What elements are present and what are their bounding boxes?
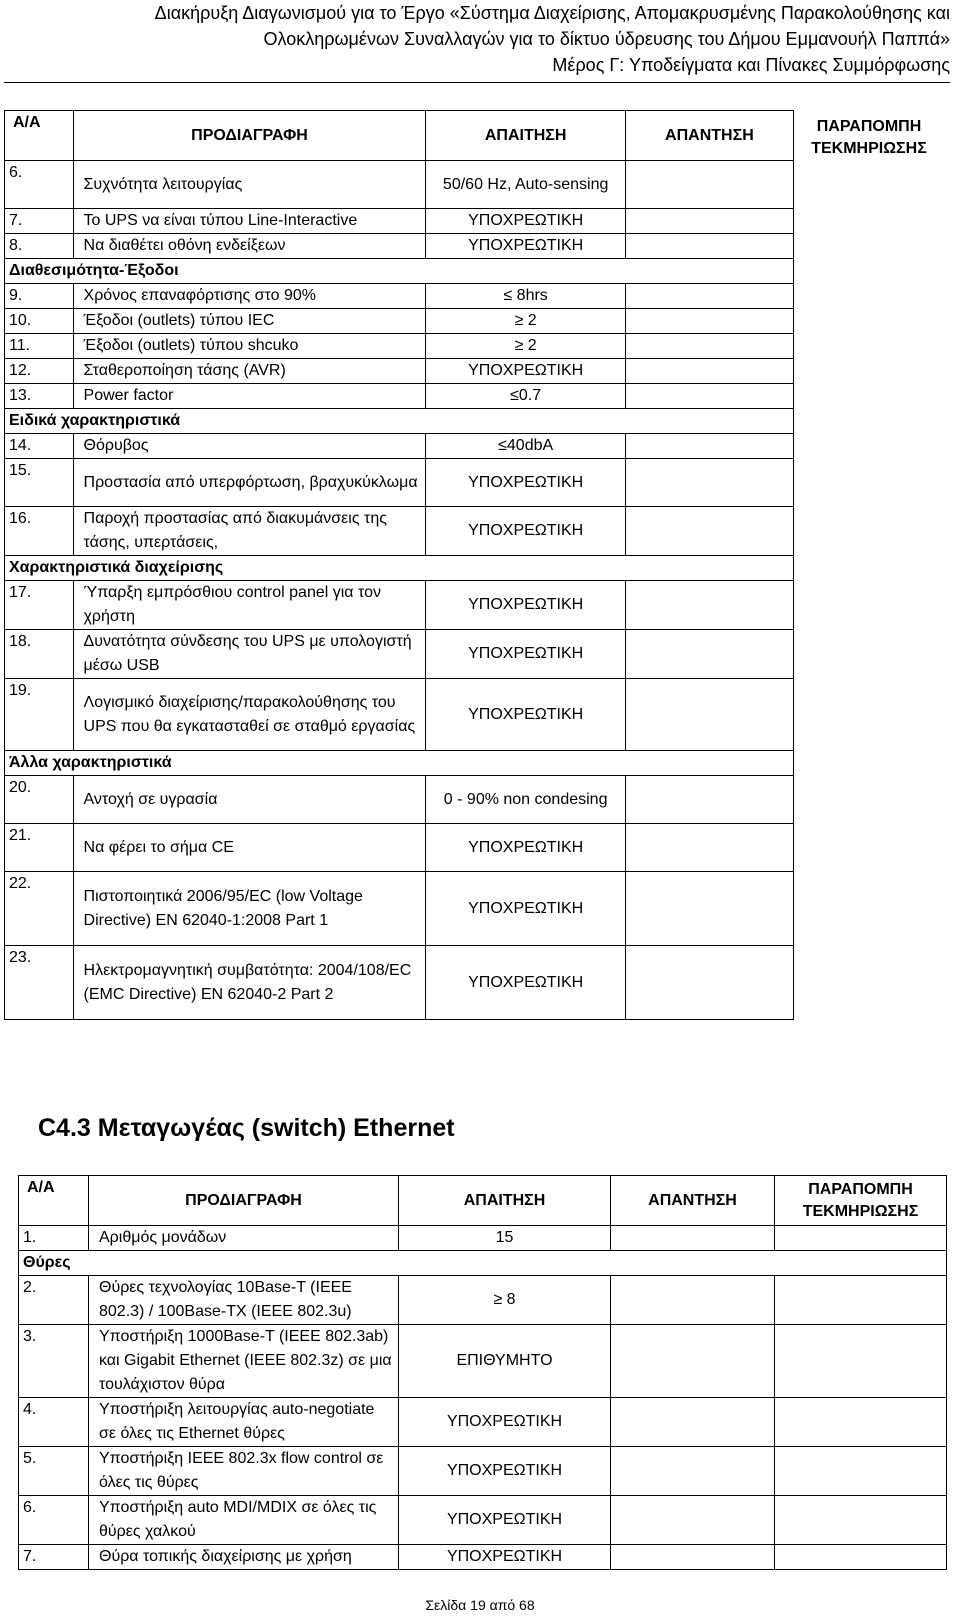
table-row [5,309,794,334]
row-number: 17. [5,581,74,630]
row-spec: Να φέρει το σήμα CE [73,824,426,872]
row-answer[interactable] [625,284,793,309]
row-number: 4. [19,1398,89,1447]
row-requirement: 0 - 90% non condesing [426,776,625,824]
row-spec: Έξοδοι (outlets) τύπου IEC [73,309,426,334]
row-reference[interactable] [775,1545,947,1570]
row-answer[interactable] [625,334,793,359]
column-header-spec: ΠΡΟΔΙΑΓΡΑΦΗ [89,1176,399,1226]
table-row [19,1226,947,1251]
row-spec: Υποστήριξη 1000Base-T (IEEE 802.3ab) και Gigabit Ethernet (IEEE 802.3z) σε μια τουλάχιστον θύρα [89,1325,399,1398]
page-number: Σελίδα 19 από 68 [425,1597,535,1613]
column-header-requirement: ΑΠΑΙΤΗΣΗ [426,111,625,161]
row-number: 3. [19,1325,89,1398]
row-answer[interactable] [611,1496,775,1545]
section-title-other: Άλλα χαρακτηριστικά [5,751,794,776]
row-spec: Ηλεκτρομαγνητική συμβατότητα: 2004/108/EC (EMC Directive) EN 62040-2 Part 2 [73,946,426,1020]
table-row [5,872,794,946]
row-answer[interactable] [625,946,793,1020]
table-row [19,1276,947,1325]
row-answer[interactable] [625,581,793,630]
row-spec: Το UPS να είναι τύπου Line-Interactive [73,209,426,234]
row-answer[interactable] [611,1226,775,1251]
section-title-ports: Θύρες [19,1251,947,1276]
table-row [5,234,794,259]
table-row [19,1545,947,1570]
column-header-answer: ΑΠΑΝΤΗΣΗ [625,111,793,161]
table-row [5,359,794,384]
row-reference[interactable] [775,1276,947,1325]
column-header-aa: Α/Α [19,1176,89,1226]
row-answer[interactable] [625,459,793,507]
ups-spec-table [4,110,794,1020]
row-requirement: ΥΠΟΧΡΕΩΤΙΚΗ [426,234,625,259]
row-answer[interactable] [625,824,793,872]
row-spec: Υποστήριξη λειτουργίας auto-negotiate σε όλες τις Ethernet θύρες [89,1398,399,1447]
row-requirement: ΥΠΟΧΡΕΩΤΙΚΗ [399,1398,611,1447]
row-answer[interactable] [611,1398,775,1447]
row-number: 11. [5,334,74,359]
row-number: 8. [5,234,74,259]
row-requirement: ΥΠΟΧΡΕΩΤΙΚΗ [426,630,625,679]
row-spec: Θύρες τεχνολογίας 10Base-T (IEEE 802.3) / 100Base-TX (IEEE 802.3u) [89,1276,399,1325]
section-row [5,751,794,776]
row-requirement: ΥΠΟΧΡΕΩΤΙΚΗ [399,1496,611,1545]
row-reference[interactable] [775,1398,947,1447]
row-number: 9. [5,284,74,309]
row-spec: Υποστήριξη IEEE 802.3x flow control σε όλες τις θύρες [89,1447,399,1496]
row-number: 6. [5,161,74,209]
row-number: 23. [5,946,74,1020]
table-row [5,434,794,459]
row-requirement: 15 [399,1226,611,1251]
section-title-special: Ειδικά χαρακτηριστικά [5,409,794,434]
table-row [19,1325,947,1398]
row-reference[interactable] [775,1226,947,1251]
section-row [19,1251,947,1276]
row-requirement: 50/60 Hz, Auto-sensing [426,161,625,209]
row-requirement: ΥΠΟΧΡΕΩΤΙΚΗ [426,679,625,751]
row-spec: Συχνότητα λειτουργίας [73,161,426,209]
row-number: 6. [19,1496,89,1545]
row-requirement: ≤ 8hrs [426,284,625,309]
row-requirement: ΥΠΟΧΡΕΩΤΙΚΗ [426,209,625,234]
row-number: 22. [5,872,74,946]
row-answer[interactable] [625,507,793,556]
column-header-aa: Α/Α [5,111,74,161]
row-number: 7. [19,1545,89,1570]
row-spec: Αριθμός μονάδων [89,1226,399,1251]
row-answer[interactable] [625,359,793,384]
row-spec: Χρόνος επαναφόρτισης στο 90% [73,284,426,309]
row-number: 7. [5,209,74,234]
row-answer[interactable] [625,630,793,679]
row-requirement: ≤40dbA [426,434,625,459]
section-title-management: Χαρακτηριστικά διαχείρισης [5,556,794,581]
row-requirement: ΥΠΟΧΡΕΩΤΙΚΗ [426,872,625,946]
table-row [5,679,794,751]
row-requirement: ΥΠΟΧΡΕΩΤΙΚΗ [399,1447,611,1496]
document-header [0,0,950,78]
row-number: 5. [19,1447,89,1496]
row-requirement: ΥΠΟΧΡΕΩΤΙΚΗ [426,459,625,507]
row-number: 16. [5,507,74,556]
row-spec: Power factor [73,384,426,409]
row-number: 18. [5,630,74,679]
row-answer[interactable] [625,309,793,334]
row-answer[interactable] [611,1447,775,1496]
row-number: 15. [5,459,74,507]
switch-spec-table [18,1175,947,1570]
column-header-reference: ΠΑΡΑΠΟΜΠΗ ΤΕΚΜΗΡΙΩΣΗΣ [811,118,927,157]
section-row [5,259,794,284]
table-row [5,459,794,507]
row-answer[interactable] [611,1325,775,1398]
row-reference[interactable] [775,1325,947,1398]
row-spec: Αντοχή σε υγρασία [73,776,426,824]
row-answer[interactable] [625,434,793,459]
table-header-row [5,111,794,161]
row-answer[interactable] [625,776,793,824]
column-header-spec: ΠΡΟΔΙΑΓΡΑΦΗ [73,111,426,161]
row-spec: Υποστήριξη auto MDI/MDIX σε όλες τις θύρες χαλκού [89,1496,399,1545]
table-row [5,334,794,359]
row-number: 1. [19,1226,89,1251]
row-spec: Να διαθέτει οθόνη ενδείξεων [73,234,426,259]
table-row [5,946,794,1020]
row-reference[interactable] [775,1447,947,1496]
row-answer[interactable] [625,384,793,409]
column-header-requirement: ΑΠΑΙΤΗΣΗ [399,1176,611,1226]
row-reference[interactable] [775,1496,947,1545]
table-row [5,384,794,409]
row-spec: Έξοδοι (outlets) τύπου shcuko [73,334,426,359]
header-line-2: Ολοκληρωμένων Συναλλαγών για το δίκτυο ύδρευσης του Δήμου Εμμανουήλ Παππά» [263,29,950,49]
row-requirement: ΥΠΟΧΡΕΩΤΙΚΗ [426,359,625,384]
row-answer[interactable] [625,161,793,209]
row-requirement: ≤0.7 [426,384,625,409]
header-rule [4,82,950,83]
row-requirement: ΥΠΟΧΡΕΩΤΙΚΗ [426,507,625,556]
row-requirement: ΥΠΟΧΡΕΩΤΙΚΗ [426,581,625,630]
table-row [5,776,794,824]
row-spec: Προστασία από υπερφόρτωση, βραχυκύκλωμα [73,459,426,507]
row-number: 2. [19,1276,89,1325]
row-requirement: ΕΠΙΘΥΜΗΤΟ [399,1325,611,1398]
row-answer[interactable] [611,1276,775,1325]
row-number: 14. [5,434,74,459]
section-row [5,409,794,434]
row-spec: Σταθεροποίηση τάσης (AVR) [73,359,426,384]
table-row [5,581,794,630]
table-row [5,507,794,556]
table-row [19,1447,947,1496]
column-header-reference: ΠΑΡΑΠΟΜΠΗ ΤΕΚΜΗΡΙΩΣΗΣ [775,1176,947,1226]
table-row [5,824,794,872]
row-spec: Λογισμικό διαχείρισης/παρακολούθησης του UPS που θα εγκατασταθεί σε σταθμό εργασίας [73,679,426,751]
table-row [5,284,794,309]
row-answer[interactable] [611,1545,775,1570]
row-spec: Παροχή προστασίας από διακυμάνσεις της τάσης, υπερτάσεις, [73,507,426,556]
row-requirement: ΥΠΟΧΡΕΩΤΙΚΗ [399,1545,611,1570]
section-row [5,556,794,581]
row-answer[interactable] [625,209,793,234]
row-number: 19. [5,679,74,751]
table-row [5,209,794,234]
row-requirement: ΥΠΟΧΡΕΩΤΙΚΗ [426,946,625,1020]
row-number: 20. [5,776,74,824]
row-requirement: ≥ 2 [426,334,625,359]
table-row [5,161,794,209]
row-spec: Ύπαρξη εμπρόσθιου control panel για τον χρήστη [73,581,426,630]
header-line-3: Μέρος Γ: Υποδείγματα και Πίνακες Συμμόρφωσης [552,55,950,75]
table-row [19,1398,947,1447]
section-heading: C4.3 Μεταγωγέας (switch) Ethernet [38,1114,455,1142]
row-answer[interactable] [625,679,793,751]
row-number: 21. [5,824,74,872]
row-spec: Θύρα τοπικής διαχείρισης με χρήση [89,1545,399,1570]
row-spec: Πιστοποιητικά 2006/95/EC (low Voltage Directive) EN 62040-1:2008 Part 1 [73,872,426,946]
table-row [5,630,794,679]
row-answer[interactable] [625,234,793,259]
table-header-row [19,1176,947,1226]
row-requirement: ΥΠΟΧΡΕΩΤΙΚΗ [426,824,625,872]
row-spec: Δυνατότητα σύνδεσης του UPS με υπολογιστή μέσω USB [73,630,426,679]
row-spec: Θόρυβος [73,434,426,459]
table-row [19,1496,947,1545]
row-number: 13. [5,384,74,409]
row-answer[interactable] [625,872,793,946]
section-title-availability: Διαθεσιμότητα-Έξοδοι [5,259,794,284]
column-header-answer: ΑΠΑΝΤΗΣΗ [611,1176,775,1226]
row-number: 12. [5,359,74,384]
row-number: 10. [5,309,74,334]
row-requirement: ≥ 8 [399,1276,611,1325]
row-requirement: ≥ 2 [426,309,625,334]
header-line-1: Διακήρυξη Διαγωνισμού για το Έργο «Σύστημα Διαχείρισης, Απομακρυσμένης Παρακολούθησης και [154,3,950,23]
